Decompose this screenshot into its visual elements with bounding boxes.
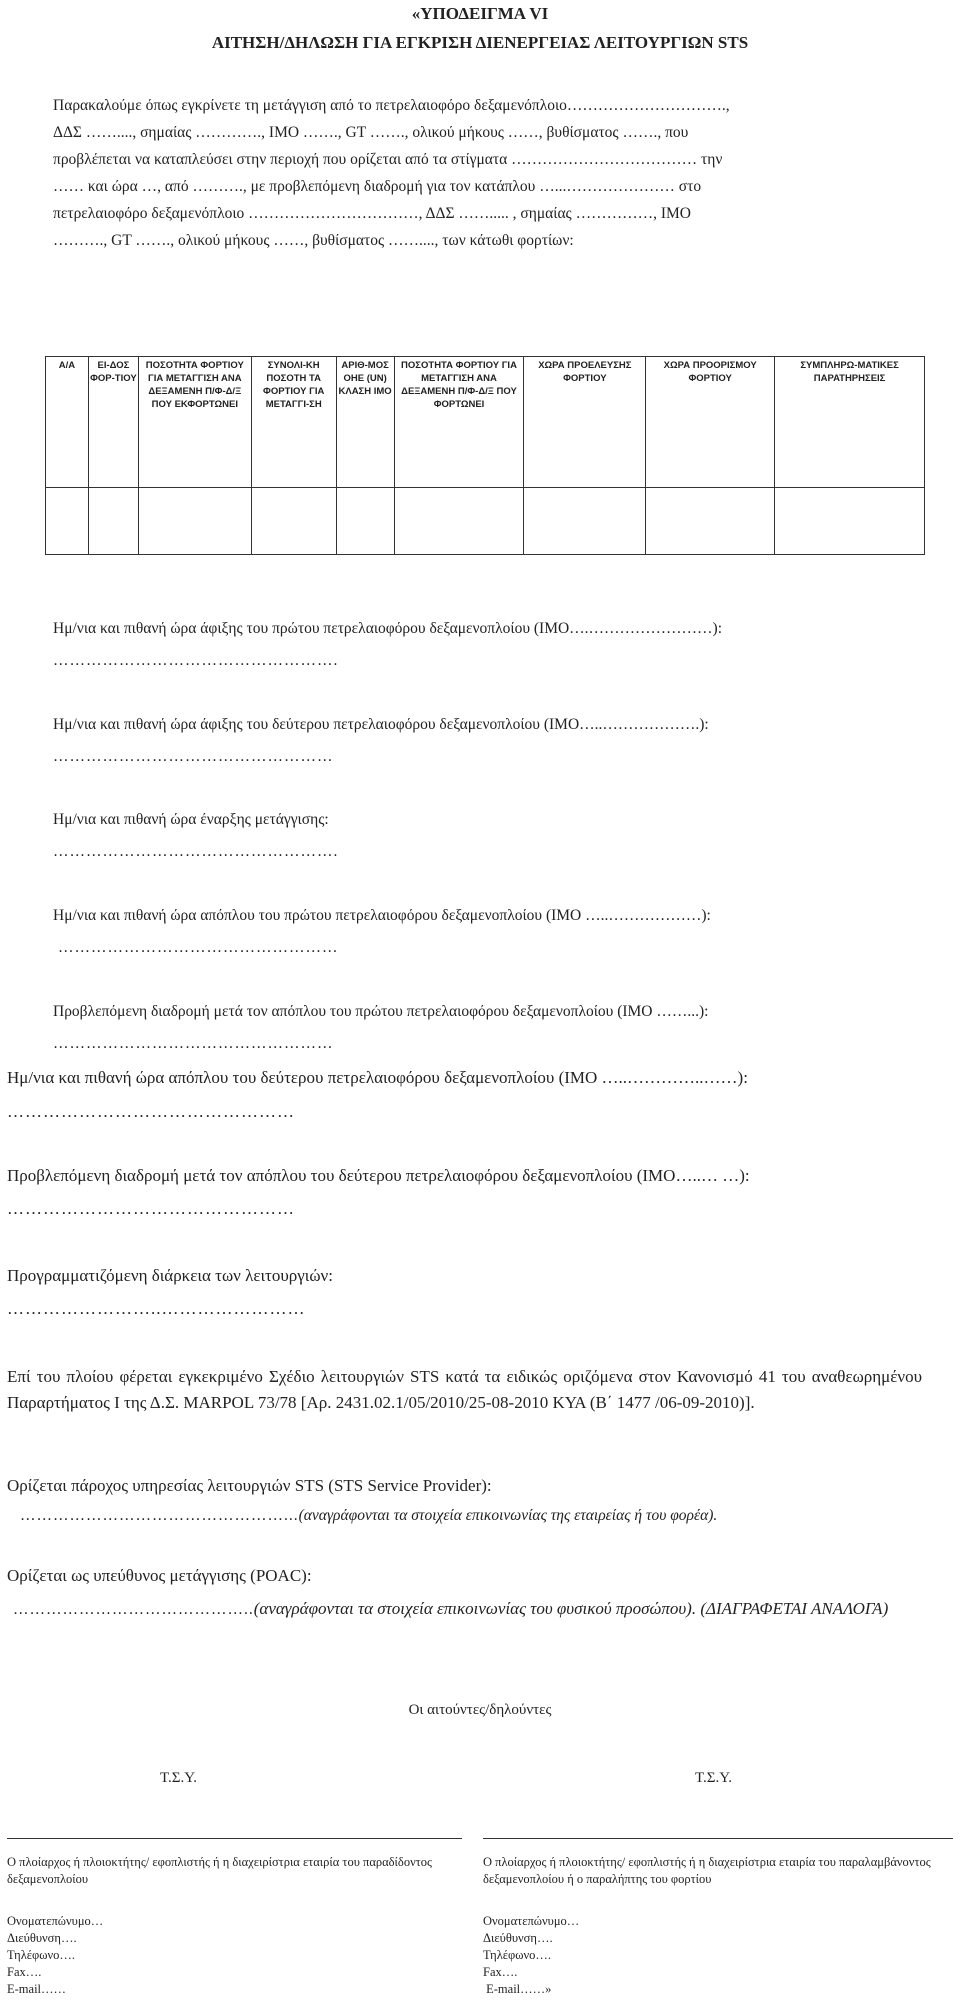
left-phone-field[interactable]: Τηλέφωνο…. — [7, 1948, 75, 1962]
right-signer-fields — [483, 1913, 579, 1998]
left-fax-field[interactable]: Fax…. — [7, 1965, 42, 1979]
field-departure-first-input[interactable]: …………………………………………… — [58, 939, 339, 956]
intro-line: πετρελαιοφόρο δεξαμενόπλοιο ……………………………, ΔΔΣ ……..... , σημαίας ……………, ΙΜΟ — [53, 205, 691, 222]
left-signature-rule — [7, 1838, 462, 1839]
table-cell[interactable] — [336, 488, 394, 555]
table-cell[interactable] — [394, 488, 524, 555]
table-cell[interactable] — [88, 488, 138, 555]
field-departure-second-label: Ημ/νια και πιθανή ώρα απόπλου του δεύτερου πετρελαιοφόρου δεξαμενοπλοίου (ΙΜΟ …..…………..……): — [7, 1068, 748, 1087]
left-name-field[interactable]: Ονοματεπώνυμο… — [7, 1914, 104, 1928]
field-arrival-first-label: Ημ/νια και πιθανή ώρα άφιξης του πρώτου πετρελαιοφόρου δεξαμενοπλοίου (ΙΜΟ….……………………): — [53, 620, 723, 637]
col-header-aa: Α/Α — [46, 357, 89, 488]
field-route-first-label: Προβλεπόμενη διαδρομή μετά τον απόπλου του πρώτου πετρελαιοφόρου δεξαμενοπλοίου (ΙΜΟ ……...): — [53, 1003, 709, 1020]
field-route-second-input[interactable]: ………………………………………… — [7, 1199, 295, 1218]
intro-line: Παρακαλούμε όπως εγκρίνετε τη μετάγγιση από το πετρελαιοφόρο δεξαμενόπλοιο…………………………., — [53, 97, 730, 114]
provider-line — [20, 1507, 717, 1525]
col-header-qty-loading: ΠΟΣΟΤΗΤΑ ΦΟΡΤΙΟΥ ΓΙΑ ΜΕΤΑΓΓΙΣΗ ΑΝΑ ΔΕΞΑΜΕΝΗ Π/Φ-Δ/Ξ ΠΟΥ ΦΟΡΤΩΝΕΙ — [394, 357, 524, 488]
right-signer-role: Ο πλοίαρχος ή πλοιοκτήτης/ εφοπλιστής ή η διαχειρίστρια εταιρία του παραλαμβάνοντος δεξαμενοπλοίου ή ο παραλήπτης του φορτίου — [483, 1855, 931, 1886]
intro-line: ΔΔΣ ……...., σημαίας …………., ΙΜΟ ……., GT ……., ολικού μήκους ……, βυθίσματος ……., που — [53, 124, 689, 141]
table-cell[interactable] — [524, 488, 646, 555]
col-header-qty-unloading: ΠΟΣΟΤΗΤΑ ΦΟΡΤΙΟΥ ΓΙΑ ΜΕΤΑΓΓΙΣΗ ΑΝΑ ΔΕΞΑΜΕΝΗ Π/Φ-Δ/Ξ ΠΟΥ ΕΚΦΟΡΤΩΝΕΙ — [138, 357, 251, 488]
form-title: ΑΙΤΗΣΗ/ΔΗΛΩΣΗ ΓΙΑ ΕΓΚΡΙΣΗ ΔΙΕΝΕΡΓΕΙΑΣ ΛΕΙΤΟΥΡΓΙΩΝ STS — [211, 33, 749, 52]
right-fax-field[interactable]: Fax…. — [483, 1965, 518, 1979]
left-signer-fields — [7, 1913, 103, 1998]
provider-label: Ορίζεται πάροχος υπηρεσίας λειτουργιών STS (STS Service Provider): — [7, 1476, 492, 1495]
left-email-field[interactable]: E-mail…… — [7, 1982, 67, 1996]
sts-plan-statement: Επί του πλοίου φέρεται εγκεκριμένο Σχέδιο λειτουργιών STS κατά τα ειδικώς οριζόμενα στον Κανονισμό 41 του αναθεωρημένου Παραρτήματος Ι της Δ.Σ. MARPOL 73/78 [Αρ. 2431.02.1/05/2010/25-08-2010 ΚΥΑ (Β΄ 1477 /06-09-2010)]. — [7, 1367, 922, 1412]
poac-line — [7, 1598, 922, 1621]
provider-note: (αναγράφονται τα στοιχεία επικοινωνίας της εταιρείας ή του φορέα). — [298, 1507, 718, 1524]
field-departure-first-label: Ημ/νια και πιθανή ώρα απόπλου του πρώτου πετρελαιοφόρου δεξαμενοπλοίου (ΙΜΟ …..………………): — [53, 907, 711, 924]
table-cell[interactable] — [138, 488, 251, 555]
poac-note: (αναγράφονται τα στοιχεία επικοινωνίας του φυσικού προσώπου). (ΔΙΑΓΡΑΦΕΤΑΙ ΑΝΑΛΟΓΑ) — [253, 1599, 889, 1618]
right-seal-label: Τ.Σ.Υ. — [695, 1770, 733, 1786]
field-departure-second-input[interactable]: ………………………………………… — [7, 1102, 295, 1121]
poac-input[interactable]: …………………………………….. — [13, 1601, 254, 1618]
field-duration-label: Προγραμματιζόμενη διάρκεια των λειτουργιών: — [7, 1266, 333, 1285]
table-header-row — [46, 357, 925, 488]
field-route-first-input[interactable]: …………………………………………… — [53, 1035, 334, 1052]
field-duration-input[interactable]: ……………………..…………………… — [7, 1299, 306, 1318]
left-seal-label: Τ.Σ.Υ. — [160, 1770, 198, 1786]
right-name-field[interactable]: Ονοματεπώνυμο… — [483, 1914, 580, 1928]
intro-paragraph — [53, 92, 885, 254]
field-transfer-start-label: Ημ/νια και πιθανή ώρα έναρξης μετάγγισης: — [53, 811, 329, 828]
right-signature-rule — [483, 1838, 953, 1839]
right-address-field[interactable]: Διεύθυνση…. — [483, 1931, 553, 1945]
field-arrival-second-label: Ημ/νια και πιθανή ώρα άφιξης του δεύτερου πετρελαιοφόρου δεξαμενοπλοίου (ΙΜΟ…..……………….): — [53, 716, 709, 733]
field-arrival-second-input[interactable]: …………………………………………… — [53, 748, 334, 765]
provider-input[interactable]: …………………………………………... — [20, 1507, 299, 1524]
table-cell[interactable] — [46, 488, 89, 555]
field-transfer-start-input[interactable]: ……………………………………………. — [53, 843, 339, 860]
right-phone-field[interactable]: Τηλέφωνο…. — [483, 1948, 551, 1962]
intro-line: ………., GT ……., ολικού μήκους ……, βυθίσματος ……...., των κάτωθι φορτίων: — [53, 232, 574, 249]
cargo-table — [45, 356, 925, 555]
right-email-field[interactable]: E-mail……» — [483, 1982, 552, 1996]
table-cell[interactable] — [775, 488, 925, 555]
col-header-destination-country: ΧΩΡΑ ΠΡΟΟΡΙΣΜΟΥ ΦΟΡΤΙΟΥ — [646, 357, 775, 488]
intro-line: προβλέπεται να καταπλεύσει στην περιοχή που ορίζεται από τα στίγματα ……………………………… την — [53, 151, 723, 168]
table-cell[interactable] — [251, 488, 336, 555]
poac-label: Ορίζεται ως υπεύθυνος μετάγγισης (POAC): — [7, 1566, 312, 1585]
left-signer-role: Ο πλοίαρχος ή πλοιοκτήτης/ εφοπλιστής ή η διαχειρίστρια εταιρία του παραδίδοντος δεξαμενοπλοίου — [7, 1855, 432, 1886]
field-arrival-first-input[interactable]: ……………………………………………. — [53, 652, 339, 669]
field-route-second-label: Προβλεπόμενη διαδρομή μετά τον απόπλου του δεύτερου πετρελαιοφόρου δεξαμενοπλοίου (ΙΜΟ…..… …): — [7, 1166, 750, 1185]
col-header-remarks: ΣΥΜΠΛΗΡΩ-ΜΑΤΙΚΕΣ ΠΑΡΑΤΗΡΗΣΕΙΣ — [775, 357, 925, 488]
form-model-label: «ΥΠΟΔΕΙΓΜΑ VI — [411, 4, 549, 23]
left-address-field[interactable]: Διεύθυνση…. — [7, 1931, 77, 1945]
col-header-origin-country: ΧΩΡΑ ΠΡΟΕΛΕΥΣΗΣ ΦΟΡΤΙΟΥ — [524, 357, 646, 488]
table-cell[interactable] — [646, 488, 775, 555]
col-header-cargo-type: ΕΙ-ΔΟΣ ΦΟΡ-ΤΙΟΥ — [88, 357, 138, 488]
col-header-un-number: ΑΡΙΘ-ΜΟΣ ΟΗΕ (UN) ΚΛΑΣΗ ΙΜΟ — [336, 357, 394, 488]
applicants-heading: Οι αιτούντες/δηλούντες — [408, 1702, 552, 1718]
intro-line: …… και ώρα …, από ………., με προβλεπόμενη διαδρομή για τον κατάπλου …...………………… στο — [53, 178, 702, 195]
col-header-total-qty: ΣΥΝΟΛΙ-ΚΗ ΠΟΣΟΤΗ ΤΑ ΦΟΡΤΙΟΥ ΓΙΑ ΜΕΤΑΓΓΙ-ΣΗ — [251, 357, 336, 488]
table-row — [46, 488, 925, 555]
